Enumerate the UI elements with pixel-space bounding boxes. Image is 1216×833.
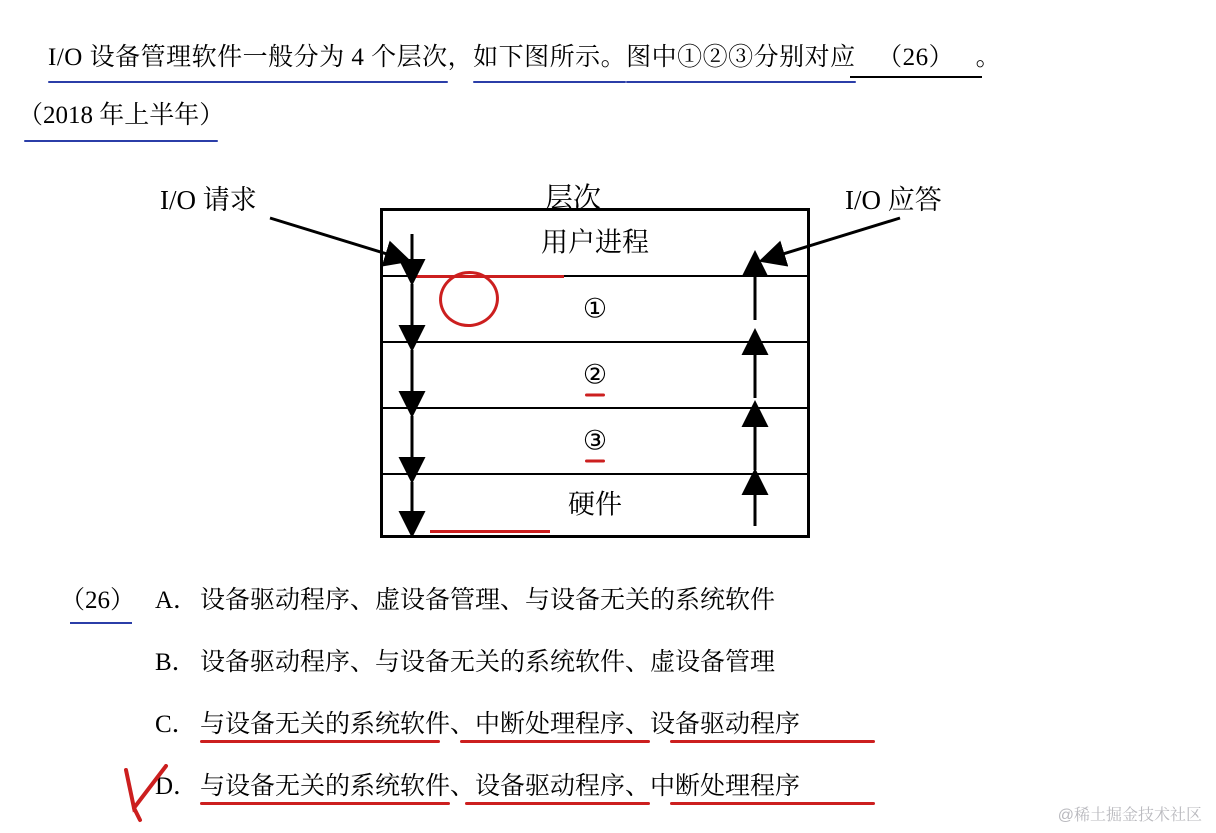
- option-text-b: 设备驱动程序、与设备无关的系统软件、虚设备管理: [200, 649, 776, 676]
- stem-part-6: 。: [975, 44, 1002, 71]
- watermark: [1058, 802, 1202, 825]
- red-underline-c3: [670, 740, 875, 743]
- year-note-text: （2018 年上半年）: [18, 102, 225, 129]
- answer-blank: （26）: [856, 36, 976, 80]
- watermark-text: @稀土掘金技术社区: [1057, 807, 1202, 824]
- option-text-c: 与设备无关的系统软件、中断处理程序、设备驱动程序: [200, 711, 801, 738]
- option-row-a[interactable]: [60, 572, 1160, 634]
- stem-part-4: 图中①②③分别对应: [626, 36, 856, 80]
- option-letter-d: D．: [155, 773, 199, 800]
- option-text-a: 设备驱动程序、虚设备管理、与设备无关的系统软件: [200, 587, 776, 614]
- red-underline-c1: [200, 740, 440, 743]
- layer-row: [383, 343, 807, 409]
- option-row-b[interactable]: [60, 634, 1160, 696]
- layer-row: [383, 277, 807, 343]
- red-underline-d2: [465, 802, 650, 805]
- option-letter-c: C．: [155, 711, 197, 738]
- layer-label-2: ②: [582, 359, 608, 390]
- layer-label-1: ①: [582, 293, 608, 324]
- io-layers-diagram: [140, 170, 1040, 560]
- layer-row: [383, 409, 807, 475]
- red-underline-user-process: [414, 275, 564, 278]
- layer-column-header: 层次: [545, 183, 602, 214]
- layer-row: [383, 475, 807, 535]
- red-underline-hardware: [430, 530, 550, 533]
- stem-part-1: I/O 设备管理软件一般分为 4 个层次: [48, 36, 448, 80]
- layer-label-3: ③: [582, 425, 608, 456]
- option-number: （26）: [60, 580, 150, 616]
- layers-box: [380, 208, 810, 538]
- layer-label-0: 用户进程: [541, 227, 649, 258]
- question-stem: [48, 36, 1168, 80]
- red-underline-d3: [670, 802, 875, 805]
- io-response-label: I/O 应答: [845, 185, 942, 215]
- stem-part-3: 如下图所示。: [473, 36, 626, 80]
- io-request-label: I/O 请求: [160, 185, 257, 215]
- stem-part-2: ，: [447, 44, 474, 71]
- option-letter-a: A．: [155, 587, 199, 614]
- option-text-d: 与设备无关的系统软件、设备驱动程序、中断处理程序: [200, 773, 801, 800]
- options-list: [60, 572, 1160, 820]
- question-year-note: [18, 96, 224, 136]
- layer-row: [383, 211, 807, 277]
- red-underline-c2: [460, 740, 650, 743]
- option-letter-b: B．: [155, 649, 197, 676]
- red-underline-d1: [200, 802, 450, 805]
- layer-label-4: 硬件: [568, 489, 622, 520]
- option-row-d[interactable]: [60, 758, 1160, 820]
- option-row-c[interactable]: [60, 696, 1160, 758]
